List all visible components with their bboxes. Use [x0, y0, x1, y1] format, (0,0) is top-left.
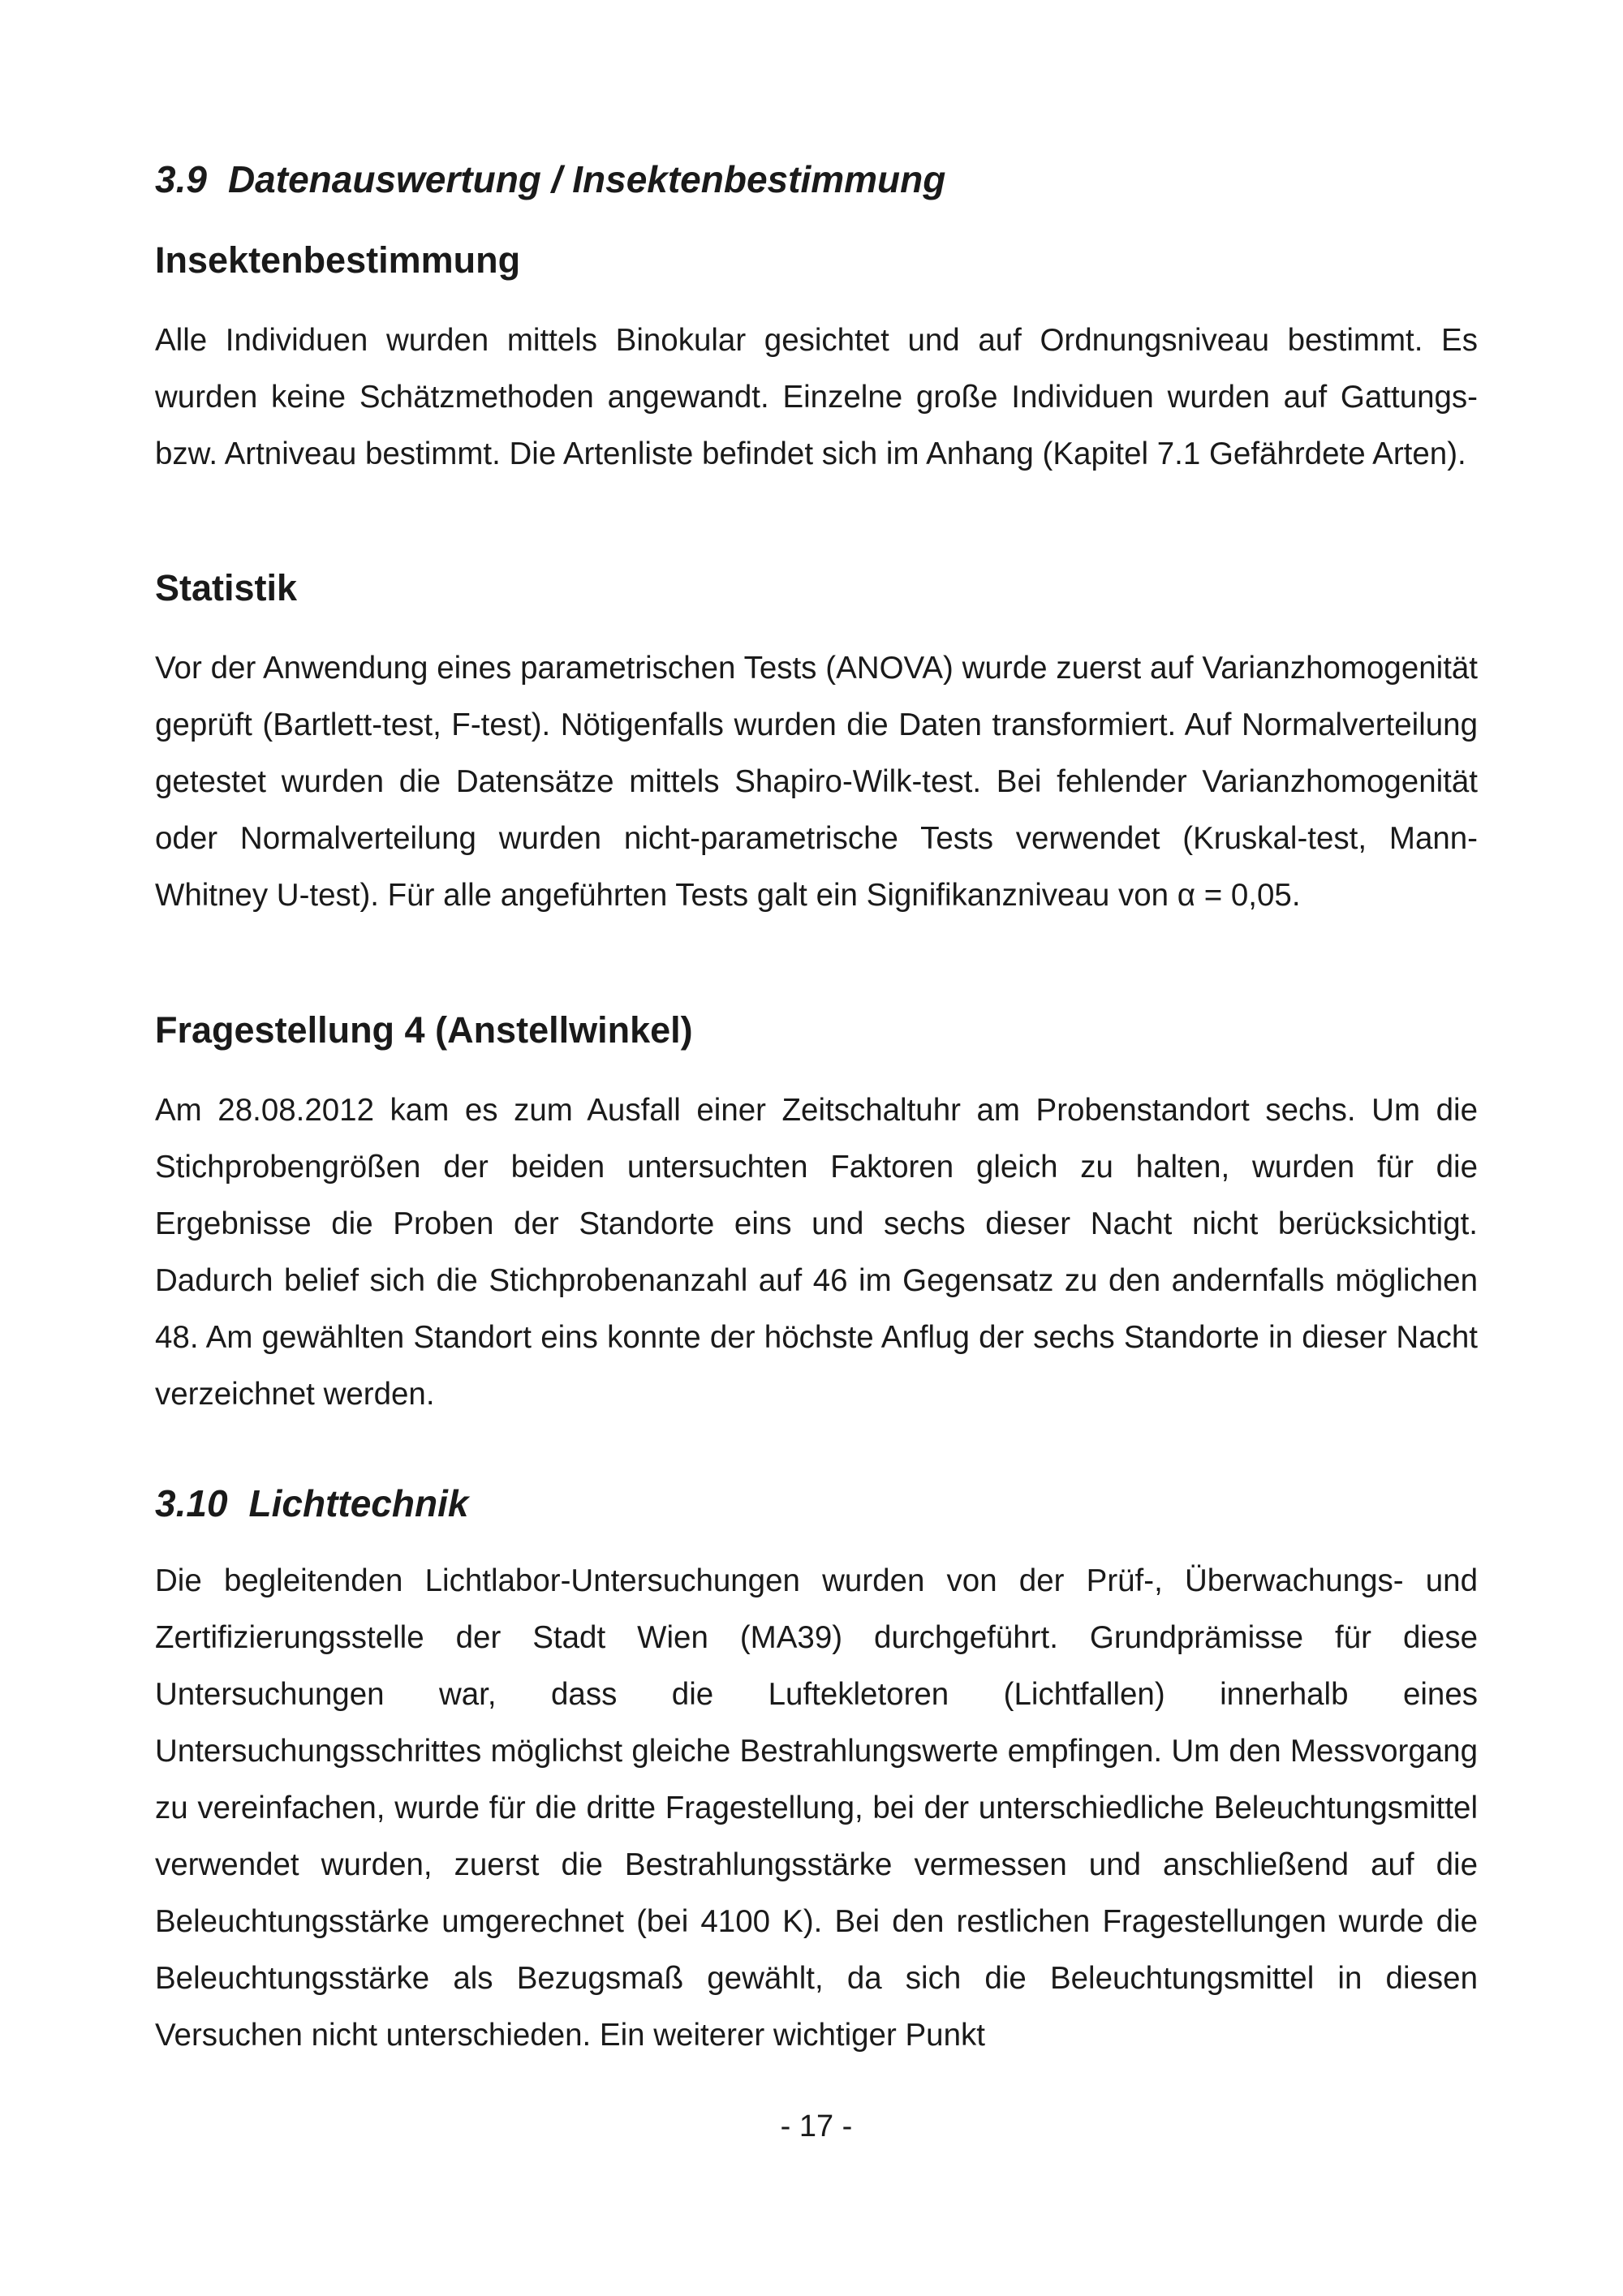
heading-statistik: Statistik — [155, 567, 298, 608]
section-number: 3.10 — [155, 1482, 228, 1524]
section-number: 3.9 — [155, 158, 207, 200]
document-page — [155, 0, 1478, 2296]
paragraph-statistik: Vor der Anwendung eines parametrischen Tests (ANOVA) wurde zuerst auf Varianzhomogenität geprüft (Bartlett-test, F-test). Nötigenfalls wurden die Daten transformiert. Auf Normalverteilung getestet wurden die Datensätze mittels Shapiro-Wilk-test. Bei fehlender Varianzhomogenität oder Normalverteilung wurden nicht-parametrische Tests verwendet (Kruskal-test, Mann-Whitney U-test). Für alle angeführten Tests galt ein Signifikanzniveau von α = 0,05. — [155, 651, 1478, 913]
page-number: - 17 - — [780, 2109, 853, 2143]
section-title: Datenauswertung / Insektenbestimmung — [227, 158, 946, 200]
heading-fragestellung-4: Fragestellung 4 (Anstellwinkel) — [155, 1009, 693, 1051]
paragraph-fragestellung-4: Am 28.08.2012 kam es zum Ausfall einer Zeitschaltuhr am Probenstandort sechs. Um die Stichprobengrößen der beiden untersuchten Faktoren gleich zu halten, wurden für die Ergebnisse die Proben der Standorte eins und sechs dieser Nacht nicht berücksichtigt. Dadurch belief sich die Stichprobenanzahl auf 46 im Gegensatz zu den andernfalls möglichen 48. Am gewählten Standort eins konnte der höchste Anflug der sechs Standorte in dieser Nacht verzeichnet werden. — [155, 1093, 1478, 1412]
paragraph-insektenbestimmung: Alle Individuen wurden mittels Binokular gesichtet und auf Ordnungsniveau bestimmt. Es wurden keine Schätzmethoden angewandt. Einzelne große Individuen wurden auf Gattungs- bzw. Artniveau bestimmt. Die Artenliste befindet sich im Anhang (Kapitel 7.1 Gefährdete Arten). — [155, 323, 1478, 471]
section-heading-3-9 — [155, 158, 946, 200]
section-heading-3-10 — [155, 1482, 469, 1524]
section-title: Lichttechnik — [248, 1482, 469, 1524]
heading-insektenbestimmung: Insektenbestimmung — [155, 239, 521, 281]
paragraph-lichttechnik: Die begleitenden Lichtlabor-Untersuchungen wurden von der Prüf-, Überwachungs- und Zertifizierungsstelle der Stadt Wien (MA39) durchgeführt. Grundprämisse für diese Untersuchungen war, dass die Luftekletoren (Lichtfallen) innerhalb eines Untersuchungsschrittes möglichst gleiche Bestrahlungswerte empfingen. Um den Messvorgang zu vereinfachen, wurde für die dritte Fragestellung, bei der unterschiedliche Beleuchtungsmittel verwendet wurden, zuerst die Bestrahlungsstärke vermessen und anschließend auf die Beleuchtungsstärke umgerechnet (bei 4100 K). Bei den restlichen Fragestellungen wurde die Beleuchtungsstärke als Bezugsmaß gewählt, da sich die Beleuchtungsmittel in diesen Versuchen nicht unterschieden. Ein weiterer wichtiger Punkt — [155, 1563, 1478, 2053]
